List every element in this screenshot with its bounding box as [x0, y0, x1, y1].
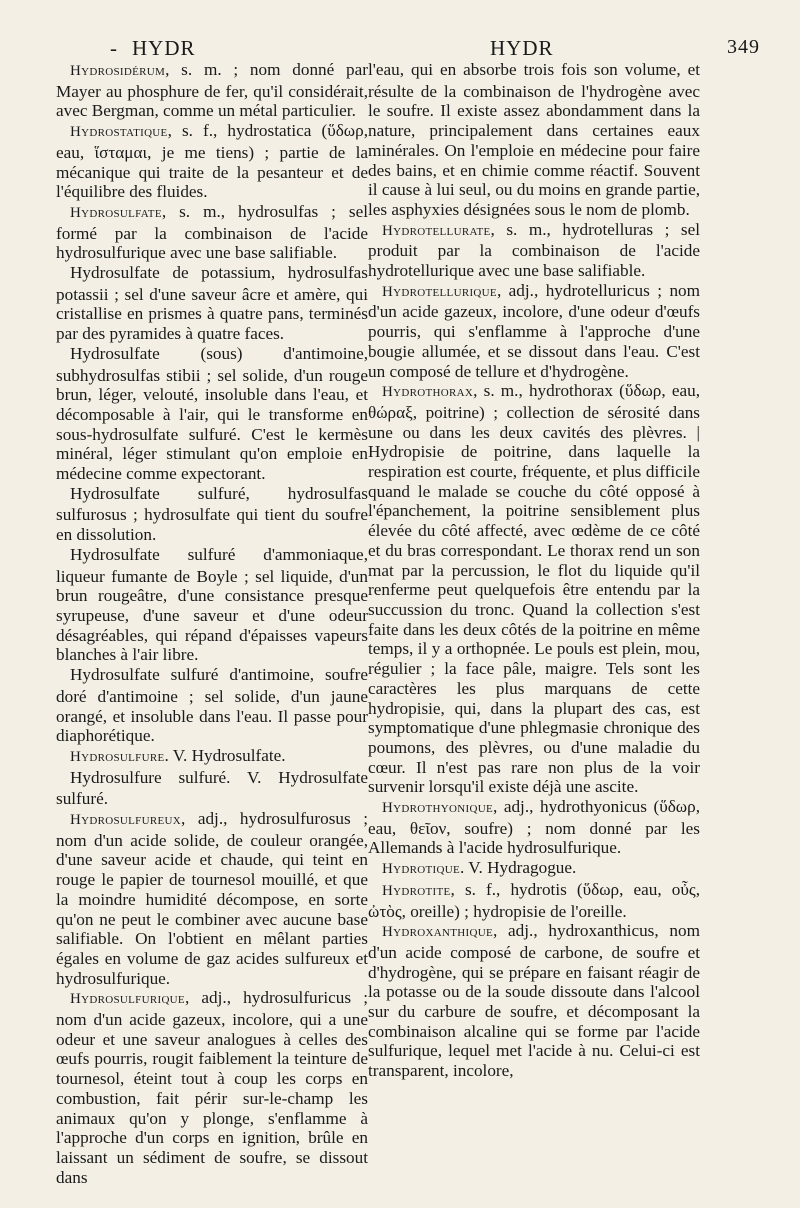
entry-text: Hydrosulfate sulfuré d'antimoine, soufre doré d'antimoine ; sel solide, d'un jaune orangé, et insoluble dans l'eau. Il passe pour diaphorétique. — [56, 665, 368, 746]
dictionary-entry — [368, 858, 700, 880]
entry-text: . V. Hydrosulfate. — [164, 745, 286, 765]
dictionary-entry — [56, 202, 368, 263]
dictionary-entry — [56, 545, 368, 665]
dictionary-entry — [368, 921, 700, 1081]
dictionary-entry — [56, 60, 368, 121]
entry-text: Hydrosulfate sulfuré, hydrosulfas sulfurosus ; hydrosulfate qui tient du soufre en dissolution. — [56, 483, 368, 545]
entry-headword: Hydrostatique — [70, 124, 168, 141]
entry-headword: Hydrosulfure — [70, 748, 165, 765]
entry-text: , adj., hydroxanthicus, nom d'un acide composé de carbone, de soufre et d'hydrogène, qui se prépare en faisant réagir de la potasse ou de la soude dissoute dans l'alcool sur du carbure de soufre, et décomposant la combinaison alcaline qui se forme par l'acide sulfurique, lequel met l'acide à nu. Celui-ci est transparent, incolore, — [368, 921, 700, 1081]
dictionary-entry — [368, 281, 700, 382]
entry-text: , s. m., hydrothorax (ὕδωρ, eau, θώραξ, poitrine) ; collection de sérosité dans une ou dans les deux cavités des plèvres. | Hydropisie de poitrine, dans laquelle la respiration est courte, fréquente, et plus difficile quand le malade se couche du côté opposé à l'épanchement, la poitrine sensiblement plus élevée du côté affecté, avec œdème de ce côté et du bras correspondant. Le thorax rend un son mat par la percussion, le flot du liquide qu'il renferme peut quelquefois être entendu par la succussion du tronc. Quand la collection s'est faite dans les deux côtés de la poitrine en même temps, il y a orthopnée. Le pouls est plein, mou, régulier ; la face pâle, maigre. Tels sont les caractères les plus marquans de cette hydropisie, qui, dans la plupart des cas, est symptomatique d'une phlegmasie chronique des poumons, des plèvres, ou d'une maladie du cœur. Il n'est pas rare non plus de la voir survenir lorsqu'il existe déjà une ascite. — [368, 381, 700, 797]
header-left — [110, 36, 196, 61]
right-column — [368, 60, 700, 1081]
entry-text: , adj., hydrosulfurosus ; nom d'un acide solide, de couleur orangée, d'une saveur acide et chaude, qui teint en rouge le papier de tournesol mouillé, et que la moindre humidité décompose, en sorte qu'on ne peut le combiner avec aucune base salifiable. On l'obtient en mêlant parties égales en volume de gaz acides sulfureux et hydrosulfurique. — [56, 809, 368, 988]
header-left-word: HYDR — [132, 36, 196, 60]
header-dash: - — [110, 36, 118, 60]
entry-text: Hydrosulfate sulfuré d'ammoniaque, liqueur fumante de Boyle ; sel liquide, d'un brun rougeâtre, d'une consistance presque syrupeuse, d'une saveur et d'une odeur désagréables, qui répand d'épaisses vapeurs blanches à l'air libre. — [56, 544, 368, 665]
left-column — [56, 60, 368, 1187]
entry-headword: Hydrosulfate — [70, 204, 162, 221]
dictionary-entry — [56, 809, 368, 988]
dictionary-entry — [368, 381, 700, 797]
entry-text: , adj., hydrotelluricus ; nom d'un acide gazeux, incolore, d'une odeur d'œufs pourris, qui s'enflamme à l'approche d'une bougie allumée, et se dissout dans l'eau. C'est un composé de tellure et d'hydrogène. — [368, 280, 700, 381]
dictionary-entry — [56, 988, 368, 1187]
entry-headword: Hydrotellurate — [382, 222, 491, 239]
dictionary-entry — [56, 263, 368, 344]
dictionary-entry — [368, 60, 700, 220]
entry-headword: Hydrothyonique — [382, 800, 493, 817]
dictionary-entry — [368, 880, 700, 921]
entry-text: . V. Hydragogue. — [460, 858, 577, 878]
entry-headword: Hydrotellurique — [382, 283, 497, 300]
entry-text: , adj., hydrosulfuricus ; nom d'un acide gazeux, incolore, qui a une odeur et une saveur analogues à celles des œufs pourris, rougit faiblement la teinture de tournesol, éteint tout à coup les corps en combustion, fait périr sur-le-champ les animaux qu'on y plonge, s'enflamme à l'approche d'un corps en ignition, brûle en laissant un sédiment de soufre, se dissout dans — [56, 988, 368, 1187]
entry-headword: Hydrotique — [382, 861, 460, 878]
page-number: 349 — [727, 36, 760, 58]
header-right-word: HYDR — [490, 36, 554, 60]
dictionary-entry — [56, 121, 368, 202]
running-header — [50, 30, 760, 64]
dictionary-entry — [56, 665, 368, 746]
entry-text: , s. f., hydrotis (ὕδωρ, eau, οὖς, ὠτὸς, oreille) ; hydropisie de l'oreille. — [368, 879, 700, 921]
entry-headword: Hydrotite — [382, 882, 451, 899]
entry-text: , s. f., hydrostatica (ὕδωρ, eau, ἵσταμαι, je me tiens) ; partie de la mécanique qui traite de la pesanteur et de l'équilibre des fluides. — [56, 121, 368, 202]
entry-text: , s. m. ; nom donné par Mayer au phosphure de fer, qu'il considérait, avec Bergman, comme un métal particulier. — [56, 60, 368, 121]
dictionary-entry — [56, 768, 368, 809]
entry-text: , s. m., hydrotelluras ; sel produit par la combinaison de l'acide hydrotellurique avec une base salifiable. — [368, 219, 700, 281]
entry-headword: Hydrosidérum — [70, 63, 166, 79]
entry-text: l'eau, qui en absorbe trois fois son volume, et résulte de la combinaison de l'hydrogène avec le soufre. Il existe assez abondamment dans la nature, principalement dans certaines eaux minérales. On l'emploie en médecine pour faire des bains, et en chimie comme réactif. Souvent il cause à lui seul, ou du moins en grande partie, les asphyxies désignées sous le nom de plomb. — [368, 60, 700, 219]
entry-text: Hydrosulfate de potassium, hydrosulfas potassii ; sel d'une saveur âcre et amère, qui cristallise en prismes à quatre pans, terminés par des pyramides à quatre faces. — [56, 263, 368, 344]
dictionary-entry — [56, 344, 368, 484]
dictionary-entry — [56, 484, 368, 545]
entry-headword: Hydroxanthique — [382, 924, 493, 941]
entry-headword: Hydrothorax — [382, 384, 474, 401]
entry-headword: Hydrosulfureux — [70, 812, 181, 829]
entry-text: , adj., hydrothyonicus (ὕδωρ, eau, θεῖον, soufre) ; nom donné par les Allemands à l'acide hydrosulfurique. — [368, 797, 700, 858]
entry-text: Hydrosulfure sulfuré. V. Hydrosulfate sulfuré. — [56, 767, 368, 809]
entry-text: Hydrosulfate (sous) d'antimoine, subhydrosulfas stibii ; sel solide, d'un rouge brun, léger, velouté, insoluble dans l'eau, et décomposable à l'air, qui le transforme en sous-hydrosulfate sulfuré. C'est le kermès minéral, léger stimulant qu'on emploie en médecine comme expectorant. — [56, 343, 368, 484]
entry-headword: Hydrosulfurique — [70, 991, 185, 1008]
dictionary-entry — [368, 220, 700, 281]
entry-text: , s. m., hydrosulfas ; sel formé par la combinaison de l'acide hydrosulfurique avec une base salifiable. — [56, 201, 368, 263]
dictionary-entry — [368, 797, 700, 858]
dictionary-entry — [56, 746, 368, 768]
